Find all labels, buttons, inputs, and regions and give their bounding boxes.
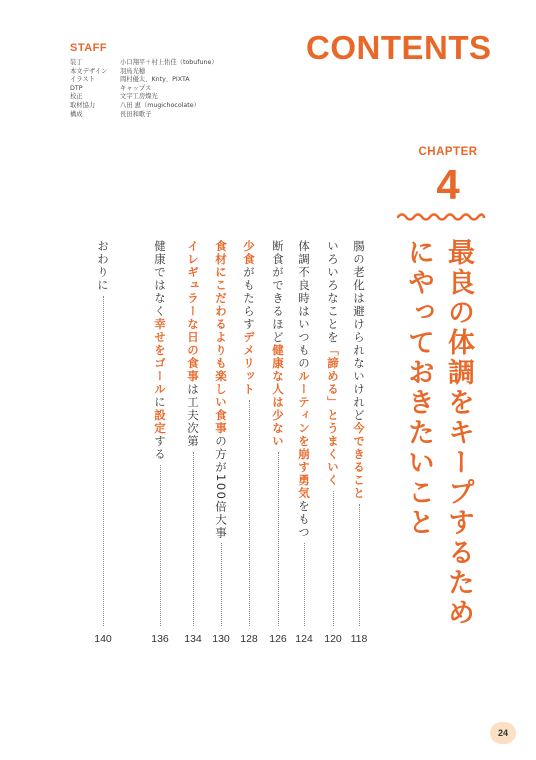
toc-entry-title[interactable] <box>94 240 112 292</box>
toc-entry-highlight: イレギュラーな日の食事 <box>186 240 200 383</box>
staff-role: 構成 <box>70 110 83 118</box>
staff-name: 岡村優太、Knty、PIXTA <box>120 76 190 84</box>
toc-page-number[interactable]: 126 <box>269 633 287 645</box>
toc-entry-text: 健康ではなく <box>153 240 167 318</box>
toc-entry-text: いろいろなことを <box>326 240 340 344</box>
toc-page-number[interactable]: 118 <box>350 633 368 645</box>
toc-entry-highlight: デメリット <box>242 331 256 396</box>
chapter-heading: 最良の体調をキープするためにやっておきたいこと <box>403 238 474 628</box>
staff-role: 校正 <box>70 93 83 101</box>
toc-page-number[interactable]: 136 <box>151 633 169 645</box>
staff-row <box>70 68 218 77</box>
toc-entry-text: の方が100倍大事 <box>214 435 228 540</box>
staff-name: 長田和歌子 <box>120 110 152 118</box>
toc-entry-title[interactable] <box>212 240 230 539</box>
staff-name: 八田 恵（mugichocolate） <box>120 101 200 109</box>
toc-entry-title[interactable] <box>295 240 313 539</box>
staff-title: STAFF <box>70 42 108 54</box>
toc-page-number[interactable]: 128 <box>240 633 258 645</box>
toc-entry-text: 体調不良時はいつもの <box>297 240 311 370</box>
toc-leader-dots <box>359 504 360 626</box>
toc-entry-highlight: ルーティンを崩す勇気 <box>297 370 311 500</box>
toc-entry-title[interactable] <box>350 240 368 500</box>
toc-page-number[interactable]: 124 <box>295 633 313 645</box>
staff-row <box>70 102 218 111</box>
toc-page-number[interactable]: 130 <box>212 633 230 645</box>
toc-entry-title[interactable] <box>240 240 258 396</box>
toc-leader-dots <box>221 543 222 626</box>
toc-entry-highlight: 幸せをゴール <box>153 318 167 396</box>
wave-divider <box>396 211 486 221</box>
staff-row <box>70 93 218 102</box>
toc-entry-text: 断食ができるほど <box>271 240 285 344</box>
staff-name: 小口翔平＋村上佑佳（tobufune） <box>120 59 218 66</box>
staff-list <box>70 59 218 119</box>
toc-leader-dots <box>160 465 161 626</box>
toc-entry-text: おわりに <box>96 240 110 292</box>
toc-leader-dots <box>304 543 305 626</box>
toc-entry-title[interactable] <box>324 240 342 487</box>
staff-name: 文字工房燦光 <box>120 93 158 101</box>
toc-entry-highlight: 健康な人は少ない <box>271 344 285 448</box>
staff-row <box>70 76 218 85</box>
toc-entry-highlight: 今できること <box>352 422 366 500</box>
toc-leader-dots <box>333 491 334 626</box>
toc-entry-title[interactable] <box>184 240 202 448</box>
contents-title: CONTENTS <box>306 29 492 66</box>
toc-entry-highlight: とうまくいく <box>326 409 340 487</box>
page-number-badge: 24 <box>490 722 516 744</box>
staff-row <box>70 59 218 68</box>
toc-entry-title[interactable] <box>151 240 169 461</box>
staff-row <box>70 111 218 120</box>
staff-role: 装丁 <box>70 59 83 66</box>
chapter-label: CHAPTER <box>418 146 478 158</box>
staff-name: 羽鳥光穂 <box>120 67 146 75</box>
staff-role: 本文デザイン <box>70 67 108 75</box>
toc-leader-dots <box>103 296 104 626</box>
toc-leader-dots <box>193 452 194 626</box>
toc-entry-text: は工夫次第 <box>186 383 200 448</box>
staff-role: DTP <box>70 84 83 92</box>
toc-page-number[interactable]: 120 <box>324 633 342 645</box>
staff-role: 取材協力 <box>70 101 96 109</box>
toc-leader-dots <box>249 400 250 626</box>
toc-entry-highlight: 少食 <box>242 240 256 266</box>
toc-entry-text: をもつ <box>297 500 311 539</box>
toc-entry-text: に <box>153 396 167 409</box>
toc-entry-text: がもたらす <box>242 266 256 331</box>
staff-role: イラスト <box>70 76 95 84</box>
toc-leader-dots <box>278 452 279 626</box>
toc-entry-highlight: 設定 <box>153 409 167 435</box>
toc-page-number[interactable]: 140 <box>94 633 112 645</box>
toc-page-number[interactable]: 134 <box>184 633 202 645</box>
chapter-number: 4 <box>436 161 460 208</box>
toc-entry-text: 腸の老化は避けられないけれど <box>352 240 366 422</box>
staff-name: キャップス <box>120 84 152 92</box>
toc-entry-text: する <box>153 435 167 461</box>
toc-entry-title[interactable] <box>269 240 287 448</box>
toc-entry-highlight: 食材にこだわるよりも楽しい食事 <box>214 240 228 435</box>
staff-credits <box>70 42 218 119</box>
toc-entry-highlight: 「諦める」 <box>326 344 340 409</box>
